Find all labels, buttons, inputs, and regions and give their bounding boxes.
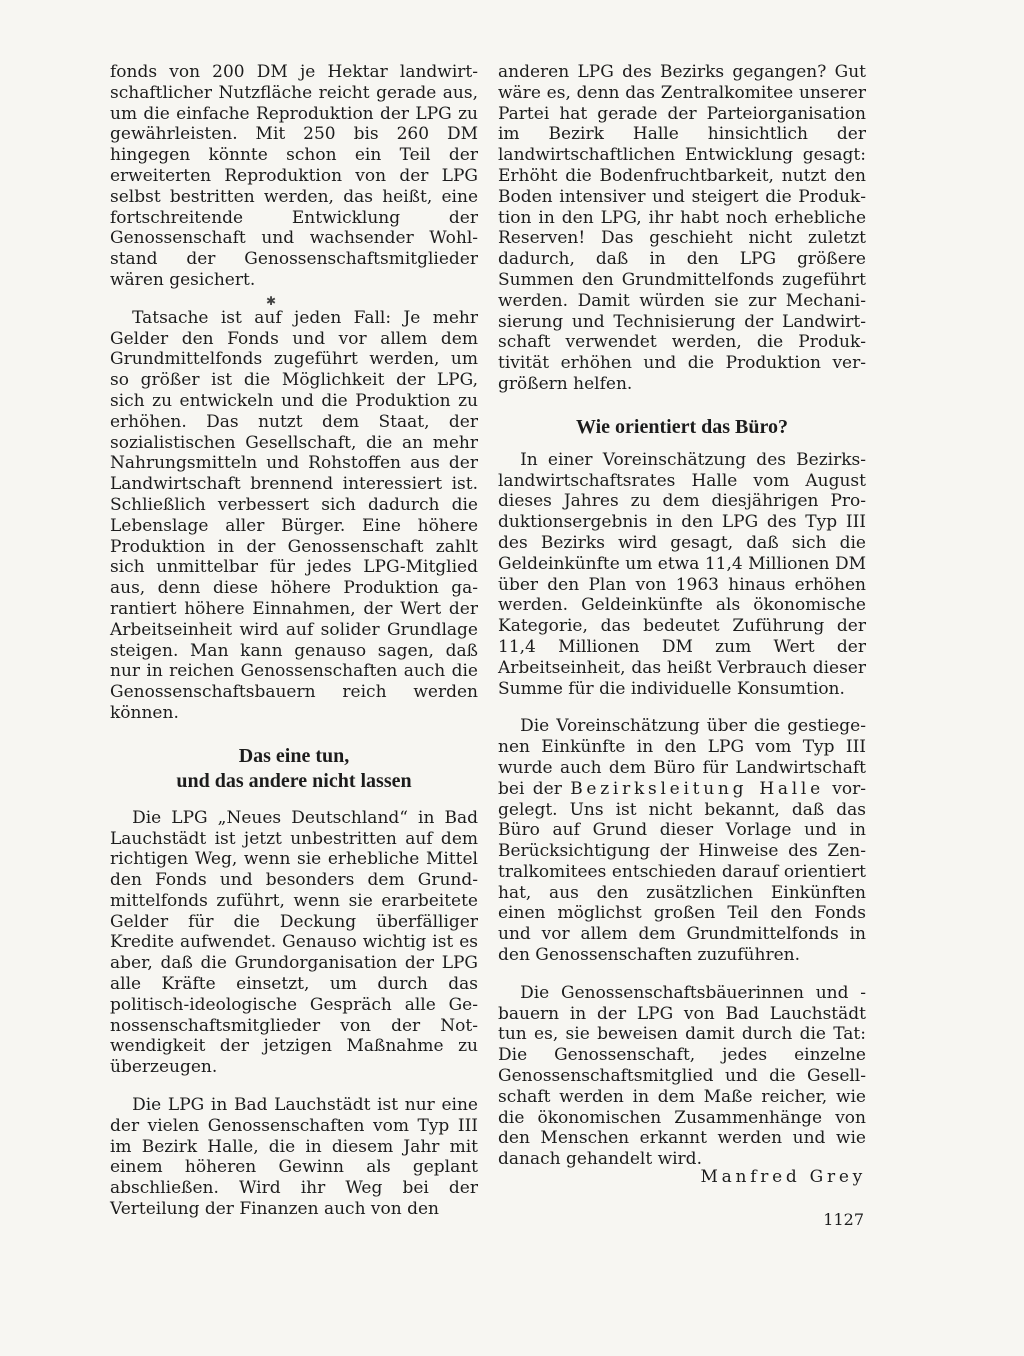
paragraph xyxy=(498,716,866,966)
paragraph: Die LPG „Neues Deutschland“ in Bad Lauchstädt ist jetzt unbestritten auf dem richtigen Weg, wenn sie erhebliche Mittel den Fonds und besonders dem Grundmittelfonds zuführt, wenn sie erarbeitete Gelder für die Deckung überfälliger Kredite aufwendet. Genauso wichtig ist es aber, daß die Grundorganisation der LPG alle Kräfte einsetzt, um durch das politisch-ideologische Gespräch alle Genossenschaftsmitglieder von der Notwendigkeit der jetzigen Maßnahme zu überzeugen. xyxy=(110,807,478,1078)
section-heading-line-1: Das eine tun, xyxy=(238,744,350,767)
page-number: 1127 xyxy=(823,1210,864,1229)
right-column xyxy=(498,62,866,1170)
left-column xyxy=(110,62,478,1220)
section-heading xyxy=(110,744,478,794)
paragraph-text: vorgelegt. Uns ist nicht bekannt, daß das Büro auf Grund dieser Vorlage und in Berücksichtigung der Hinweise des Zentralkomitees entschieden darauf orientiert hat, aus den zusätzlichen Einkünften einen möglichst großen Teil den Fonds und vor allem dem Grundmittelfonds in den Genossenschaften zuzuführen. xyxy=(498,778,867,966)
ink-mark: ✱ xyxy=(266,294,277,308)
paragraph: Tatsache ist auf jeden Fall: Je mehr Gelder den Fonds und vor allem dem Grundmittelfonds zugeführt werden, um so größer ist die Möglichkeit der LPG, sich zu entwickeln und die Produktion zu erhöhen. Das nutzt dem Staat, der sozialistischen Gesellschaft, die an mehr Nahrungsmitteln und Rohstoffen aus der Landwirtschaft brennend interessiert ist. Schließlich verbessert sich dadurch die Lebenslage aller Bürger. Eine höhere Produktion in der Genossenschaft zahlt sich unmittelbar für jedes LPG-Mitglied aus, denn diese höhere Produktion garantiert höhere Einnahmen, der Wert der Arbeitseinheit wird auf solider Grundlage steigen. Man kann genauso sagen, daß nur in reichen Genossenschaften auch die Genossenschaftsbauern reich werden können. xyxy=(110,307,478,723)
author-signature: Manfred Grey xyxy=(700,1167,866,1187)
paragraph: Die LPG in Bad Lauchstädt ist nur eine der vielen Genossenschaften vom Typ III im Bezirk Halle, die in diesem Jahr mit einem höheren Gewinn als geplant abschließen. Wird ihr Weg bei der Verteilung der Finanzen auch von den xyxy=(110,1095,478,1220)
paragraph: fonds von 200 DM je Hektar landwirtschaftlicher Nutzfläche reicht gerade aus, um die einfache Reproduktion der LPG zu gewährleisten. Mit 250 bis 260 DM hingegen könnte schon ein Teil der erweiterten Reproduktion von der LPG selbst bestritten werden, das heißt, eine fortschreitende Entwicklung der Genossenschaft und wachsender Wohlstand der Genossenschaftsmitglieder wären gesichert. xyxy=(110,62,478,290)
paragraph: anderen LPG des Bezirks gegangen? Gut wäre es, denn das Zentralkomitee unserer Partei hat gerade der Parteiorganisation im Bezirk Halle hinsichtlich der landwirtschaftlichen Entwicklung gesagt: Erhöht die Bodenfruchtbarkeit, nutzt den Boden intensiver und steigert die Produktion in den LPG, ihr habt noch erhebliche Reserven! Das geschieht nicht zuletzt dadurch, daß in den LPG größere Summen den Grundmittelfonds zugeführt werden. Damit würden sie zur Mechanisierung und Technisierung der Landwirtschaft verwendet werden, die Produktivität erhöhen und die Produktion vergrößern helfen. xyxy=(498,62,866,394)
paragraph: In einer Voreinschätzung des Bezirkslandwirtschaftsrates Halle vom August dieses Jahres zu dem diesjährigen Produktionsergebnis in den LPG des Typ III des Bezirks wird gesagt, daß sich die Geldeinkünfte um etwa 11,4 Millionen DM über den Plan von 1963 hinaus erhöhen werden. Geldeinkünfte als ökonomische Kategorie, das bedeutet Zuführung der 11,4 Millionen DM zum Wert der Arbeitseinheit, das heißt Verbrauch dieser Summe für die individuelle Konsumtion. xyxy=(498,449,866,699)
paragraph: Die Genossenschaftsbäuerinnen und -bauern in der LPG von Bad Lauchstädt tun es, sie beweisen damit durch die Tat: Die Genossenschaft, jedes einzelne Genossenschaftsmitglied und die Gesellschaft werden in dem Maße reicher, wie die ökonomischen Zusammenhänge von den Menschen erkannt werden und wie danach gehandelt wird. xyxy=(498,982,866,1170)
paragraph-text: Die Voreinschätzung über die gestiegenen Einkünfte in den LPG vom Typ III wurde auch dem Büro für Landwirtschaft bei der xyxy=(498,716,866,799)
section-heading-line-2: und das andere nicht lassen xyxy=(176,769,412,792)
section-heading: Wie orientiert das Büro? xyxy=(575,415,789,438)
spaced-emphasis: Bezirksleitung Halle xyxy=(570,778,824,799)
